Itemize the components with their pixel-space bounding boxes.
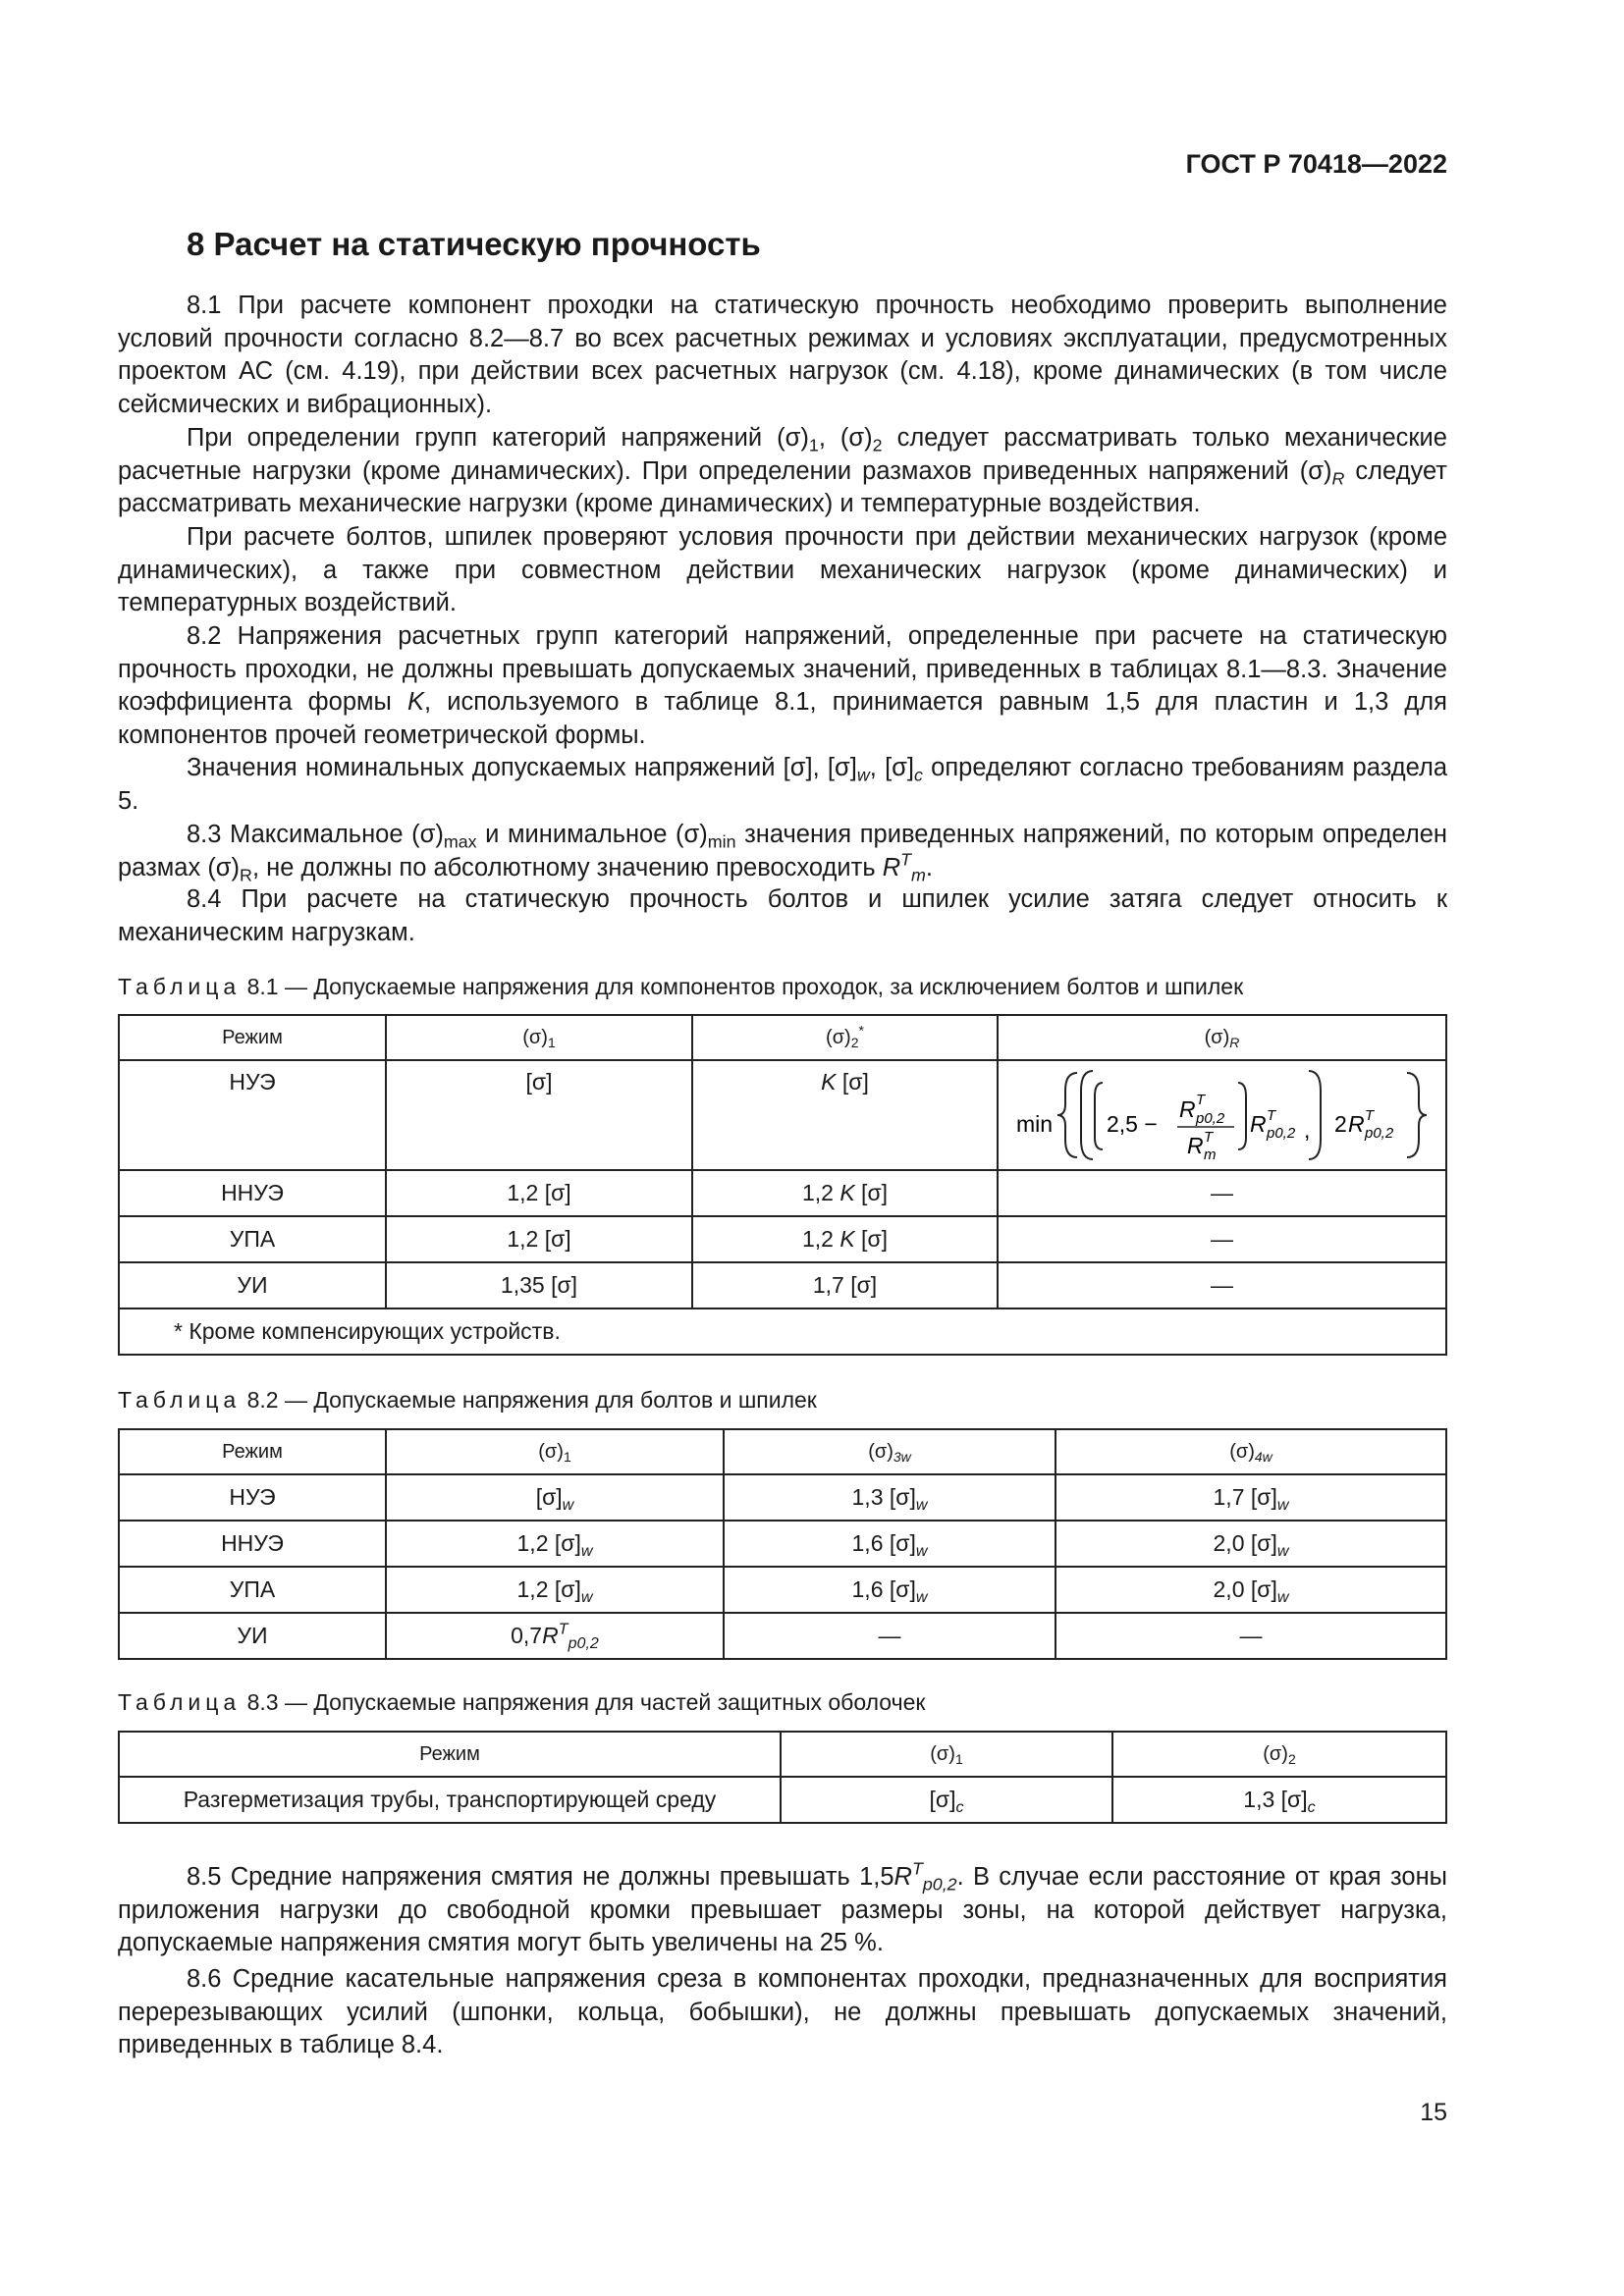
header-mode: Режим [119, 1015, 386, 1060]
cell-mode: Разгерметизация трубы, транспортирующей среду [119, 1777, 781, 1823]
table-row [119, 1216, 1446, 1262]
cell-value: — [724, 1613, 1056, 1659]
header-sigma-1: $(\sigma)_1$ [386, 1429, 724, 1474]
table-row [119, 1060, 1446, 1170]
table-row [119, 1170, 1446, 1216]
cell-mode: НУЭ [119, 1474, 386, 1521]
cell-value: 1,2 K [σ] [692, 1170, 998, 1216]
header-sigma-1: $(\sigma)_1$ [781, 1732, 1112, 1777]
paragraph-8-1: 8.1 При расчете компонент проходки на статическую прочность необходимо проверить выполнение условий прочности согласно 8.2—8.7 во всех расчетных режимах и условиях эксплуатации, предусмотренных проектом АС (см. 4.19), при действии всех расчетных нагрузок (см. 4.18), кроме динамических (в том числе сейсмических и вибрационных). [118, 292, 1447, 418]
cell-value: 1,2 $[\sigma]_w$ [386, 1567, 724, 1613]
cell-mode: УПА [119, 1216, 386, 1262]
paragraph-8-2: 8.2 Напряжения расчетных групп категорий напряжений, определенные при расчете на статическую прочность проходки, не должны превышать допускаемых значений, приведенных в таблицах 8.1—8.3. Значение коэффициента формы K, используемого в таблице 8.1, принимается равным 1,5 для пластин и 1,3 для компонентов прочей геометрической формы. [118, 622, 1447, 749]
cell-mode: УИ [119, 1613, 386, 1659]
table-8-2 [118, 1428, 1447, 1660]
svg-text:R: R [1186, 1133, 1204, 1158]
header-mode: Режим [119, 1429, 386, 1474]
paragraph-8-4: 8.4 При расчете на статическую прочность болтов и шпилек усилие затяга следует относить к механическим нагрузкам. [118, 885, 1447, 946]
table-header-row [119, 1429, 1446, 1474]
cell-mode: УПА [119, 1567, 386, 1613]
formula-cell [998, 1060, 1446, 1170]
cell-value: — [1056, 1613, 1446, 1659]
table-row [119, 1474, 1446, 1521]
table-8-3-caption: Таблица 8.3 — Допускаемые напряжения для частей защитных оболочек [118, 1689, 926, 1715]
cell-value: — [998, 1262, 1446, 1308]
cell-value: 1,3 $[\sigma]_c$ [1112, 1777, 1446, 1823]
table-header-row [119, 1015, 1446, 1060]
svg-text:T: T [1195, 1092, 1205, 1108]
table-8-3 [118, 1731, 1447, 1824]
header-sigma-2: $(\sigma)_2$ [1112, 1732, 1446, 1777]
section-title: 8 Расчет на статическую прочность [187, 226, 761, 262]
cell-value: 1,6 $[\sigma]_w$ [724, 1521, 1056, 1567]
svg-text:2,5 −: 2,5 − [1106, 1111, 1158, 1137]
svg-text:p0,2: p0,2 [1195, 1110, 1224, 1127]
cell-value: $[\sigma]_c$ [781, 1777, 1112, 1823]
cell-value: 1,2 [σ] [386, 1170, 692, 1216]
svg-text:m: m [1203, 1147, 1216, 1163]
cell-value: 1,2 [σ] [386, 1216, 692, 1262]
sigma-r-formula [1016, 1061, 1429, 1169]
cell-mode: ННУЭ [119, 1170, 386, 1216]
table-header-row [119, 1732, 1446, 1777]
document-code: ГОСТ Р 70418—2022 [1185, 149, 1447, 179]
cell-value: 1,35 [σ] [386, 1262, 692, 1308]
table-note-row [119, 1308, 1446, 1355]
svg-text:2: 2 [1333, 1111, 1347, 1137]
svg-text:R: R [1178, 1096, 1196, 1122]
cell-value: $[\sigma]_w$ [386, 1474, 724, 1521]
table-row [119, 1777, 1446, 1823]
table-note: * Кроме компенсирующих устройств. [119, 1308, 1446, 1355]
paragraph-nominal-stress: Значения номинальных допускаемых напряжений [σ], $[\sigma]_w$, $[\sigma]_c$ определяют согласно требованиям раздела 5. [118, 754, 1448, 815]
svg-text:T: T [1266, 1107, 1275, 1124]
table-8-2-caption: Таблица 8.2 — Допускаемые напряжения для болтов и шпилек [118, 1387, 817, 1413]
cell-mode: НУЭ [119, 1060, 386, 1170]
svg-text:p0,2: p0,2 [1364, 1125, 1393, 1142]
table-row [119, 1262, 1446, 1308]
page-number: 15 [1420, 2099, 1447, 2126]
cell-value: K [σ] [692, 1060, 998, 1170]
header-mode: Режим [119, 1732, 781, 1777]
cell-value: — [998, 1170, 1446, 1216]
paragraph-8-3: 8.3 Максимальное $(\sigma)_{max}$ и минимальное $(\sigma)_{min}$ значения приведенных напряжений, по которым определен размах $(\sigma)_R$, не должны по абсолютному значению превосходить $R^T_m$. [118, 821, 1448, 884]
svg-text:R: R [1347, 1111, 1365, 1137]
table-row [119, 1567, 1446, 1613]
paragraph-8-6: 8.6 Средние касательные напряжения среза в компонентах проходки, предназначенных для восприятия перерезывающих усилий (шпонки, кольца, бобышки), не должны превышать допускаемых значений, приведенных в таблице 8.4. [118, 1965, 1447, 2058]
header-sigma-r: $(\sigma)_R$ [998, 1015, 1446, 1060]
cell-value: 1,6 $[\sigma]_w$ [724, 1567, 1056, 1613]
svg-text:,: , [1303, 1117, 1310, 1143]
cell-value: 1,7 [σ] [692, 1262, 998, 1308]
cell-mode: ННУЭ [119, 1521, 386, 1567]
cell-value: 1,3 $[\sigma]_w$ [724, 1474, 1056, 1521]
table-row [119, 1521, 1446, 1567]
header-sigma-4w: $(\sigma)_{4w}$ [1056, 1429, 1446, 1474]
cell-value: [σ] [386, 1060, 692, 1170]
table-row [119, 1613, 1446, 1659]
svg-text:T: T [1203, 1129, 1213, 1146]
cell-value: 1,2 K [σ] [692, 1216, 998, 1262]
svg-text:p0,2: p0,2 [1266, 1125, 1295, 1142]
paragraph-8-5: 8.5 Средние напряжения смятия не должны превышать $1,5R^T_{p0,2}$. В случае если расстояние от края зоны приложения нагрузки до свободной кромки превышает размеры зоны, на которой действует нагрузка, допускаемые напряжения смятия могут быть увеличены на 25 %. [118, 1858, 1447, 1956]
cell-value: — [998, 1216, 1446, 1262]
cell-value: 2,0 $[\sigma]_w$ [1056, 1521, 1446, 1567]
svg-text:T: T [1364, 1107, 1374, 1124]
table-8-1 [118, 1014, 1447, 1356]
cell-value: 1,7 $[\sigma]_w$ [1056, 1474, 1446, 1521]
paragraph-stress-groups: При определении групп категорий напряжений $(\sigma)_1$, $(\sigma)_2$ следует рассматривать только механические расчетные нагрузки (кроме динамических). При определении размахов приведенных напряжений $(\sigma)_R$ следует рассматривать механические нагрузки (кроме динамических) и температурные воздействия. [118, 424, 1447, 517]
cell-value: 2,0 $[\sigma]_w$ [1056, 1567, 1446, 1613]
svg-text:R: R [1249, 1111, 1267, 1137]
cell-value: $0,7R^T_{p0,2}$ [386, 1613, 724, 1659]
cell-value: 1,2 $[\sigma]_w$ [386, 1521, 724, 1567]
header-sigma-3w: $(\sigma)_{3w}$ [724, 1429, 1056, 1474]
header-sigma-1: $(\sigma)_1$ [386, 1015, 692, 1060]
header-sigma-2: $(\sigma)_2^*$ [692, 1015, 998, 1060]
svg-text:min: min [1015, 1111, 1053, 1137]
table-8-1-caption: Таблица 8.1 — Допускаемые напряжения для компонентов проходок, за исключением болтов и шпилек [118, 974, 1244, 999]
paragraph-bolts: При расчете болтов, шпилек проверяют условия прочности при действии механических нагрузок (кроме динамических), а также при совместном действии механических нагрузок (кроме динамических) и температурных воздействий. [118, 523, 1447, 616]
cell-mode: УИ [119, 1262, 386, 1308]
